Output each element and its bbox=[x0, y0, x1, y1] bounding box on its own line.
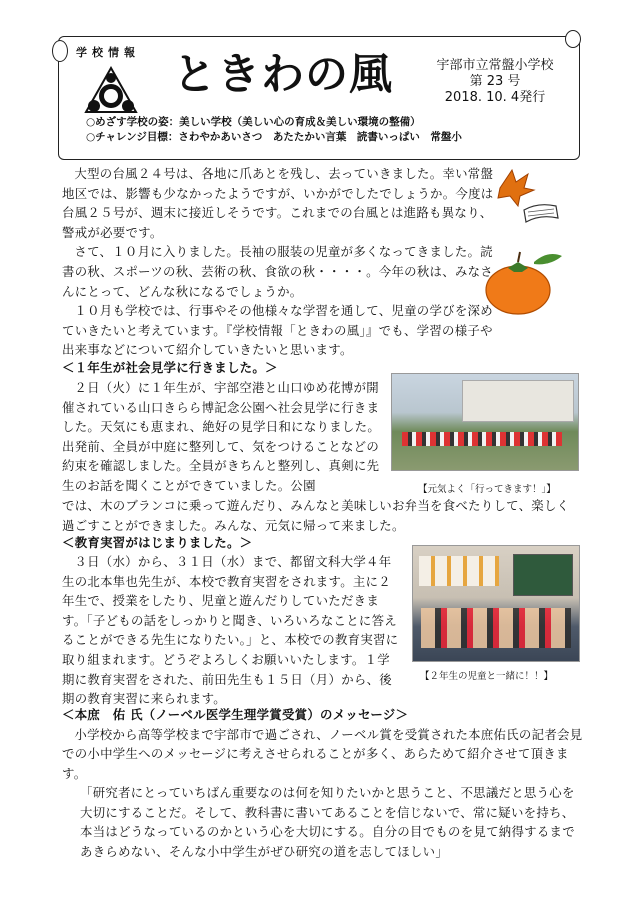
newsletter-series: 学校情報 bbox=[76, 46, 140, 59]
teacher-training-text: ３日（水）から、３１日（水）まで、都留文科大学４年生の北本隼也先生が、本校で教育実習をされます。主に２年生で、授業をしたり、児童と遊んだりしていただきます。「子どもの話をしっかりと聞き、いろいろなことに答えることができる先生になりたい。」と、本校での教育実習に取り組まれます。どうぞよろしくお願いいたします。１学期に教育実習をされた、前田先生も１５日（月）から、後期の教育実習に来られます。 bbox=[62, 554, 399, 707]
field-trip-text-column bbox=[62, 378, 382, 496]
teacher-training-photo bbox=[412, 545, 580, 662]
field-trip-caption: 【元気よく「行ってきます！」】 bbox=[418, 484, 556, 495]
nobel-quote-text: 「研究者にとっていちばん重要なのは何を知りたいかと思うこと、不思議だと思う心を大切にすることだ。そして、教科書に書いてあることを信じないで、常に疑いを持ち、本当はどうなっているのかという心を大切にする。自分の目でものを見て納得するまであきらめない、そんな小中学生がぜひ研究の道を志してほしい」 bbox=[80, 785, 575, 859]
newsletter-title: ときわの風 bbox=[173, 50, 393, 100]
school-info bbox=[425, 58, 565, 106]
field-trip-text-a: ２日（火）に１年生が、宇部空港と山口ゆめ花博が開催されている山口きらら博記念公園へ社会見学に行きました。天気にも恵まれ、絶好の見学日和になりました。出発前、全員が中庭に整列して、気をつけることなどの約束を確認しました。全員がきちんと整列し、真剣に先生のお話を聞くことができていました。公園 bbox=[62, 380, 381, 493]
teacher-training-caption: 【２年生の児童と一緒に！！】 bbox=[420, 671, 554, 682]
intro-paragraph-2: さて、１０月に入りました。長袖の服装の児童が多くなってきました。読書の秋、スポーツの秋、芸術の秋、食欲の秋・・・・。今年の秋は、みなさんにとって、どんな秋になるでしょうか。 bbox=[62, 244, 493, 299]
issue-number: 第 23 号 bbox=[469, 74, 521, 89]
field-trip-photo bbox=[391, 373, 579, 471]
scroll-curl-left bbox=[52, 40, 68, 62]
intro-section bbox=[62, 164, 494, 301]
scroll-curl-right bbox=[565, 30, 581, 48]
teacher-training-text-column bbox=[62, 552, 402, 709]
issue-date: 2018. 10. 4発行 bbox=[444, 90, 546, 105]
intro-paragraph-3: １０月も学校では、行事やその他様々な学習を通して、児童の学びを深めていきたいと考えています。『学校情報「ときわの風」』でも、学習の様子や出来事などについて紹介していきたいと思います。 bbox=[62, 303, 493, 358]
school-emblem-icon bbox=[84, 66, 138, 116]
school-name: 宇部市立常盤小学校 bbox=[436, 58, 554, 73]
goal-school-vision: ○めざす学校の姿：美しい学校（美しい心の育成＆美しい環境の整備） bbox=[86, 116, 421, 128]
field-trip-heading: ＜１年生が社会見学に行きました。＞ bbox=[62, 360, 278, 375]
intro-section-2 bbox=[62, 301, 500, 360]
nobel-intro-text: 小学校から高等学校まで宇部市で過ごされ、ノーベル賞を受賞された本庶佑氏の記者会見での小中学生へのメッセージに考えさせられることが多く、あらためて紹介させて頂きます。 bbox=[62, 726, 583, 781]
nobel-quote bbox=[80, 783, 585, 861]
section-nobel-message bbox=[62, 705, 587, 783]
field-trip-text-b: では、木のブランコに乗って遊んだり、みんなと美味しいお弁当を食べたりして、楽しく過ごすことができました。みんな、元気に帰って来ました。 bbox=[62, 498, 570, 533]
field-trip-text-wide bbox=[62, 496, 582, 535]
teacher-training-heading: ＜教育実習がはじまりました。＞ bbox=[62, 535, 253, 550]
autumn-leaf-book-icon bbox=[494, 166, 566, 226]
nobel-heading: ＜本庶 佑 氏（ノーベル医学生理学賞受賞）のメッセージ＞ bbox=[62, 707, 409, 722]
intro-paragraph-1: 大型の台風２４号は、各地に爪あとを残し、去っていきました。幸い常盤地区では、影響も少なかったようですが、いかがでしたでしょうか。今度は台風２５号が、週末に接近しそうです。これまでの台風とは進路も異なり、警戒が必要です。 bbox=[62, 166, 494, 240]
goal-challenge: ○チャレンジ目標：さわやかあいさつ あたたかい言葉 読書いっぱい 常盤小 bbox=[86, 131, 462, 143]
school-goals bbox=[86, 115, 462, 145]
